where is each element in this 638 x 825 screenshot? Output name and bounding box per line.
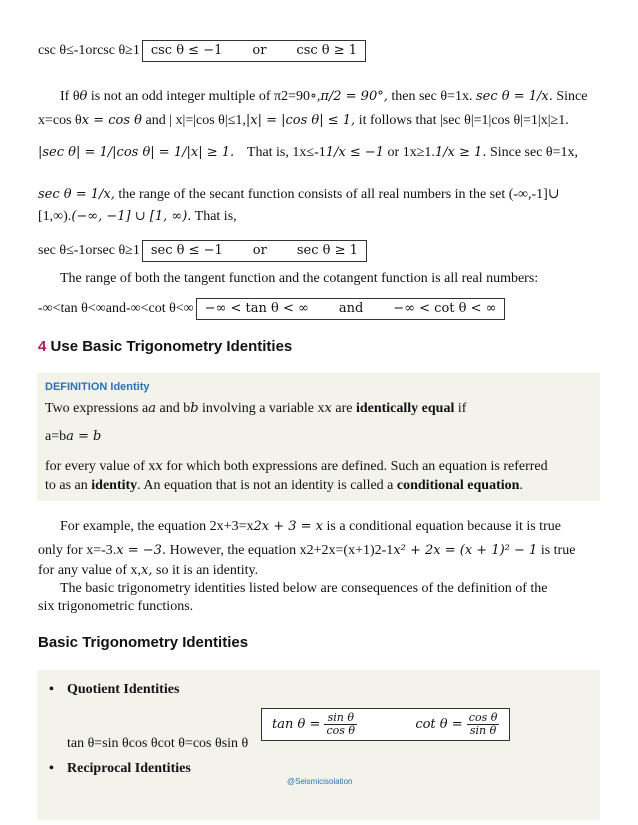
text: for every value of x xyxy=(45,459,156,474)
text: or 1x≥1. xyxy=(387,145,435,160)
paragraph-line xyxy=(38,542,600,560)
section-title: Use Basic Trigonometry Identities xyxy=(50,338,293,355)
text: If θ xyxy=(60,89,80,104)
paragraph-line xyxy=(38,270,600,288)
definition-label: DEFINITION Identity xyxy=(45,381,150,393)
box-and: and xyxy=(338,301,364,316)
paragraph-line xyxy=(38,208,600,226)
paragraph-line xyxy=(38,88,600,106)
text: to as an xyxy=(45,478,92,493)
sec-range-line xyxy=(38,240,600,262)
text: for any value of x, xyxy=(38,563,142,578)
box-or: or xyxy=(252,243,267,258)
text: is not an odd integer multiple of π2=90∘, xyxy=(87,89,321,104)
math: θ xyxy=(79,89,88,104)
section-number: 4 xyxy=(38,338,47,355)
math: b xyxy=(190,401,199,416)
section-heading xyxy=(38,338,600,356)
text: . xyxy=(519,478,523,493)
math: x xyxy=(155,459,163,474)
heading-text: Basic Trigonometry Identities xyxy=(38,634,249,651)
definition-line xyxy=(45,401,590,417)
text: and | x|=|cos θ|≤1, xyxy=(142,113,246,128)
text: [1,∞). xyxy=(38,209,72,224)
text: x=cos θ xyxy=(38,113,82,128)
identities-box xyxy=(37,670,600,820)
text: only for x=-3. xyxy=(38,543,117,558)
bold-term: identity xyxy=(91,478,138,493)
box-left: −∞ < tan θ < ∞ xyxy=(204,301,309,316)
paragraph-line xyxy=(38,144,600,162)
tan-cot-range-math-box xyxy=(196,298,506,320)
text: are xyxy=(331,401,356,416)
bold-term: conditional equation xyxy=(396,478,520,493)
box-right: −∞ < cot θ < ∞ xyxy=(393,301,497,316)
text: a=b xyxy=(45,429,67,444)
math: x, xyxy=(141,563,153,578)
text: Since xyxy=(556,89,588,104)
paragraph-line xyxy=(38,598,600,616)
box-or: or xyxy=(252,43,267,58)
paragraph-line xyxy=(38,186,600,204)
math: sec θ = 1/x. xyxy=(475,89,553,104)
math: 2x + 3 = x xyxy=(253,519,324,534)
paragraph-line xyxy=(38,112,600,130)
text: Two expressions a xyxy=(45,401,149,416)
text: That is, xyxy=(191,209,237,224)
csc-range-line xyxy=(38,40,600,62)
text: so it is an identity. xyxy=(152,563,259,578)
watermark: @Seismicisolation xyxy=(287,777,353,786)
text: six trigonometric functions. xyxy=(38,599,194,614)
tan-cot-range-line xyxy=(38,298,600,320)
text: is true xyxy=(537,543,576,558)
csc-range-text: csc θ≤-1orcsc θ≥1 xyxy=(38,43,140,59)
sec-range-text: sec θ≤-1orsec θ≥1 xyxy=(38,243,140,259)
denominator: cos θ xyxy=(326,724,356,737)
math: |sec θ| = 1/|cos θ| = 1/|x| ≥ 1. xyxy=(38,145,235,160)
quotient-text: tan θ=sin θcos θcot θ=cos θsin θ xyxy=(67,736,249,751)
tan-cot-range-text: -∞<tan θ<∞and-∞<cot θ<∞ xyxy=(38,301,194,317)
text: and b xyxy=(156,401,191,416)
csc-range-math-box xyxy=(142,40,366,62)
sec-range-math-box xyxy=(142,240,367,262)
text: then sec θ=1x. xyxy=(387,89,473,104)
text: involving a variable x xyxy=(198,401,325,416)
text: . An equation that is not an identity is called a xyxy=(137,478,397,493)
text: the range of the secant function consists of all real numbers in the set (-∞,-1]∪ xyxy=(114,187,560,202)
denominator: sin θ xyxy=(469,724,497,737)
item-title: Reciprocal Identities xyxy=(67,761,191,776)
tan-label: tan θ = xyxy=(272,717,321,732)
definition-box xyxy=(37,373,600,501)
bold-term: identically equal xyxy=(355,401,455,416)
numerator: sin θ xyxy=(324,712,357,725)
math: x = −3. xyxy=(116,543,167,558)
text: The basic trigonometry identities listed below are consequences of the definition of the xyxy=(60,581,548,596)
math: |x| = |cos θ| ≤ 1, xyxy=(245,113,356,128)
identities-heading xyxy=(38,634,600,652)
math: π/2 = 90°, xyxy=(320,89,388,104)
math: (−∞, −1] ∪ [1, ∞). xyxy=(71,209,192,224)
fraction xyxy=(467,712,500,737)
math: x² + 2x = (x + 1)² − 1 xyxy=(393,543,538,558)
math: 1/x ≥ 1. xyxy=(434,145,487,160)
text: if xyxy=(454,401,467,416)
text: That is, 1x≤-1 xyxy=(246,145,326,160)
math: 1/x ≤ −1 xyxy=(325,145,385,160)
reciprocal-identities-item xyxy=(67,761,191,777)
math: a = b xyxy=(66,429,102,444)
box-left: sec θ ≤ −1 xyxy=(150,243,223,258)
text: for which both expressions are defined. Such an equation is referred xyxy=(162,459,548,474)
box-right: csc θ ≥ 1 xyxy=(296,43,358,58)
math: x xyxy=(324,401,332,416)
quotient-identities-line xyxy=(67,736,248,752)
text: The range of both the tangent function and the cotangent function is all real numbers: xyxy=(60,271,539,286)
paragraph-line xyxy=(38,580,600,598)
text: Since sec θ=1x, xyxy=(489,145,579,160)
box-left: csc θ ≤ −1 xyxy=(150,43,223,58)
definition-line xyxy=(45,478,590,494)
definition-equation xyxy=(45,429,590,445)
numerator: cos θ xyxy=(468,711,498,724)
math: a xyxy=(148,401,156,416)
fraction xyxy=(324,712,357,737)
item-title: Quotient Identities xyxy=(67,682,180,697)
quotient-math-box xyxy=(261,708,510,741)
box-right: sec θ ≥ 1 xyxy=(296,243,358,258)
text: For example, the equation 2x+3=x xyxy=(60,519,254,534)
cot-label: cot θ = xyxy=(415,717,463,732)
text: it follows that |sec θ|=1|cos θ|=1|x|≥1. xyxy=(355,113,569,128)
quotient-identities-item xyxy=(67,682,179,698)
text: However, the equation x2+2x=(x+1)2-1 xyxy=(166,543,394,558)
math: x = cos θ xyxy=(81,113,142,128)
paragraph-line xyxy=(38,562,600,580)
text: is a conditional equation because it is true xyxy=(323,519,561,534)
math: sec θ = 1/x, xyxy=(38,187,115,202)
paragraph-line xyxy=(38,518,600,536)
definition-line xyxy=(45,459,590,475)
